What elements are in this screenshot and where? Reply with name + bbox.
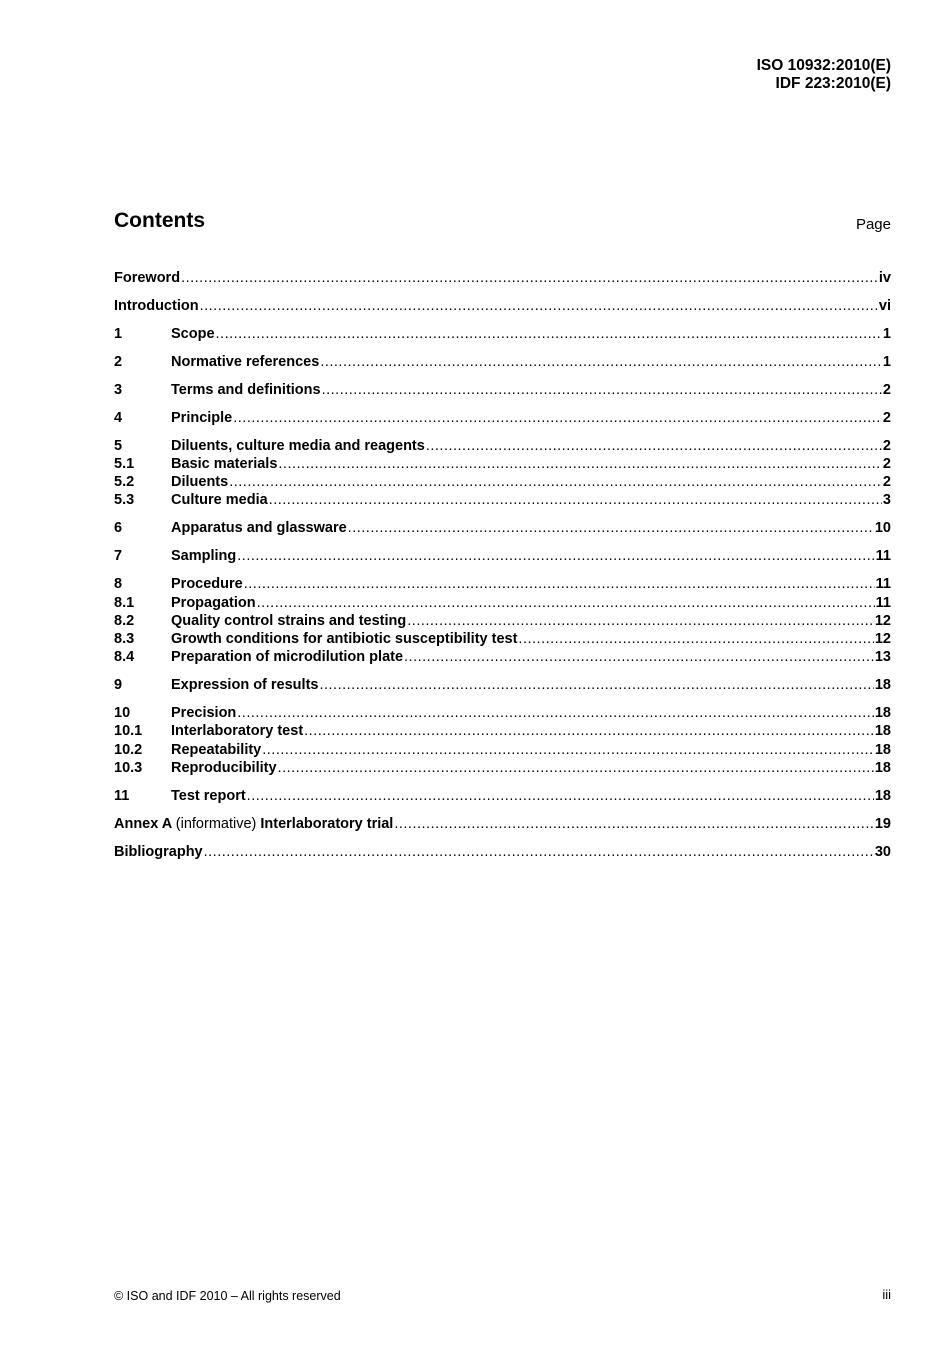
toc-entry-number: 7 bbox=[114, 548, 123, 565]
toc-entry-title: Terms and definitions bbox=[171, 381, 321, 398]
toc-entry-title: Test report bbox=[171, 787, 246, 804]
toc-entry-number: 3 bbox=[114, 381, 123, 398]
toc-entry-title: Bibliography bbox=[114, 843, 203, 860]
toc-dot-leader bbox=[269, 491, 882, 509]
toc-dot-leader bbox=[348, 519, 874, 537]
toc-entry[interactable] bbox=[114, 741, 891, 759]
toc-dot-leader bbox=[229, 473, 882, 491]
toc-entry-number: 5.3 bbox=[114, 492, 135, 509]
toc-dot-leader bbox=[322, 381, 882, 399]
toc-entry-number: 10.3 bbox=[114, 759, 143, 776]
toc-dot-leader bbox=[237, 704, 874, 722]
document-identifier bbox=[757, 57, 891, 93]
toc-entry[interactable] bbox=[114, 547, 891, 565]
toc-dot-leader bbox=[204, 843, 874, 861]
toc-entry-title: Scope bbox=[171, 325, 215, 342]
toc-entry-page: 12 bbox=[874, 630, 891, 647]
toc-entry-page: 1 bbox=[882, 325, 891, 342]
toc-entry-title: Diluents, culture media and reagents bbox=[171, 437, 425, 454]
page-column-label: Page bbox=[855, 216, 891, 233]
toc-entry[interactable] bbox=[114, 594, 891, 612]
toc-entry[interactable] bbox=[114, 648, 891, 666]
toc-dot-leader bbox=[319, 676, 873, 694]
toc-entry-page: 10 bbox=[874, 520, 891, 537]
toc-dot-leader bbox=[518, 630, 873, 648]
toc-entry[interactable] bbox=[114, 843, 891, 861]
toc-entry-title: Basic materials bbox=[171, 456, 278, 473]
toc-entry-number: 10.2 bbox=[114, 741, 143, 758]
toc-entry-title: Repeatability bbox=[171, 741, 262, 758]
toc-entry-page: 3 bbox=[882, 492, 891, 509]
toc-entry[interactable] bbox=[114, 704, 891, 722]
toc-entry-title: Diluents bbox=[171, 474, 229, 491]
toc-entry-page: 1 bbox=[882, 353, 891, 370]
toc-entry-number: 5.1 bbox=[114, 456, 135, 473]
toc-dot-leader bbox=[304, 722, 874, 740]
toc-entry-page: vi bbox=[878, 297, 891, 314]
toc-entry-number: 8.1 bbox=[114, 594, 135, 611]
page-title: Contents bbox=[114, 209, 205, 232]
annex-label: Annex A bbox=[114, 815, 172, 832]
toc-entry[interactable] bbox=[114, 630, 891, 648]
toc-entry-page: 18 bbox=[874, 723, 891, 740]
toc-entry-page: 11 bbox=[875, 594, 891, 611]
toc-entry-page: 12 bbox=[874, 612, 891, 629]
toc-entry-title: Quality control strains and testing bbox=[171, 612, 407, 629]
toc-entry-number: 8.2 bbox=[114, 612, 135, 629]
toc-entry[interactable] bbox=[114, 575, 891, 593]
toc-entry-number: 1 bbox=[114, 325, 123, 342]
toc-entry[interactable] bbox=[114, 722, 891, 740]
toc-dot-leader bbox=[233, 409, 882, 427]
toc-entry-page: 13 bbox=[874, 649, 891, 666]
toc-entry-page: 2 bbox=[882, 381, 891, 398]
toc-dot-leader bbox=[181, 269, 878, 287]
toc-dot-leader bbox=[278, 455, 882, 473]
toc-dot-leader bbox=[257, 594, 875, 612]
toc-dot-leader bbox=[200, 297, 878, 315]
toc-dot-leader bbox=[247, 787, 874, 805]
toc-entry[interactable] bbox=[114, 381, 891, 399]
toc-dot-leader bbox=[404, 648, 874, 666]
toc-entry[interactable] bbox=[114, 676, 891, 694]
toc-entry[interactable] bbox=[114, 759, 891, 777]
toc-entry-page: 18 bbox=[874, 759, 891, 776]
toc-dot-leader bbox=[278, 759, 874, 777]
toc-entry-number: 5 bbox=[114, 437, 123, 454]
toc-entry-number: 10.1 bbox=[114, 723, 143, 740]
toc-entry[interactable] bbox=[114, 297, 891, 315]
toc-entry-number: 5.2 bbox=[114, 474, 135, 491]
toc-entry[interactable] bbox=[114, 353, 891, 371]
toc-entry-title: Propagation bbox=[171, 594, 256, 611]
toc-entry-title: Principle bbox=[171, 409, 233, 426]
toc-dot-leader bbox=[216, 325, 882, 343]
toc-entry[interactable] bbox=[114, 455, 891, 473]
toc-entry-number: 10 bbox=[114, 705, 131, 722]
table-of-contents bbox=[114, 269, 891, 861]
toc-entry-page: 2 bbox=[882, 474, 891, 491]
toc-entry-title: Introduction bbox=[114, 297, 199, 314]
toc-dot-leader bbox=[407, 612, 874, 630]
toc-entry[interactable] bbox=[114, 409, 891, 427]
toc-entry-page: iv bbox=[878, 270, 891, 286]
toc-dot-leader bbox=[244, 575, 875, 593]
toc-entry-page: 2 bbox=[882, 437, 891, 454]
toc-entry-page: 19 bbox=[874, 815, 891, 832]
toc-entry-number: 8 bbox=[114, 576, 123, 593]
toc-entry-number: 2 bbox=[114, 353, 123, 370]
toc-entry-page: 11 bbox=[875, 576, 891, 593]
toc-entry-title: Preparation of microdilution plate bbox=[171, 649, 404, 666]
toc-dot-leader bbox=[262, 741, 874, 759]
toc-entry-title: Expression of results bbox=[171, 677, 319, 694]
toc-entry-page: 30 bbox=[874, 843, 891, 860]
toc-entry[interactable] bbox=[114, 815, 891, 833]
copyright-notice: © ISO and IDF 2010 – All rights reserved bbox=[114, 1289, 341, 1303]
toc-entry-title: Normative references bbox=[171, 353, 320, 370]
toc-dot-leader bbox=[394, 815, 874, 833]
toc-entry-title: Apparatus and glassware bbox=[171, 520, 347, 537]
toc-entry-number: 4 bbox=[114, 409, 123, 426]
toc-entry[interactable] bbox=[114, 437, 891, 455]
toc-dot-leader bbox=[237, 547, 874, 565]
toc-entry-number: 8.3 bbox=[114, 630, 135, 647]
toc-entry-title: Culture media bbox=[171, 492, 268, 509]
iso-designation: ISO 10932:2010(E) bbox=[756, 57, 891, 74]
toc-entry[interactable] bbox=[114, 269, 891, 287]
toc-entry-page: 18 bbox=[874, 677, 891, 694]
toc-entry[interactable] bbox=[114, 473, 891, 491]
toc-entry-number: 8.4 bbox=[114, 649, 135, 666]
toc-entry-title: Interlaboratory test bbox=[171, 723, 304, 740]
toc-entry-title: Precision bbox=[171, 705, 237, 722]
toc-entry-page: 18 bbox=[874, 787, 891, 804]
toc-entry[interactable] bbox=[114, 519, 891, 537]
toc-entry-number: 9 bbox=[114, 677, 123, 694]
annex-type: (informative) bbox=[175, 815, 257, 832]
toc-dot-leader bbox=[320, 353, 882, 371]
toc-entry[interactable] bbox=[114, 787, 891, 805]
toc-entry-title: Reproducibility bbox=[171, 759, 277, 776]
toc-entry-title: Procedure bbox=[171, 576, 243, 593]
toc-dot-leader bbox=[426, 437, 882, 455]
toc-entry-page: 2 bbox=[882, 409, 891, 426]
toc-entry-page: 11 bbox=[875, 548, 891, 565]
toc-entry-page: 18 bbox=[874, 705, 891, 722]
toc-entry-page: 2 bbox=[882, 456, 891, 473]
page-number: iii bbox=[882, 1287, 891, 1302]
toc-entry-number: 11 bbox=[114, 787, 130, 804]
toc-entry-title: Sampling bbox=[171, 548, 237, 565]
toc-entry-title: Growth conditions for antibiotic susceptibility test bbox=[171, 630, 518, 647]
annex-title: Interlaboratory trial bbox=[260, 815, 394, 832]
idf-designation: IDF 223:2010(E) bbox=[775, 75, 891, 92]
toc-entry[interactable] bbox=[114, 612, 891, 630]
toc-entry-page: 18 bbox=[874, 741, 891, 758]
toc-entry-number: 6 bbox=[114, 520, 123, 537]
toc-entry[interactable] bbox=[114, 325, 891, 343]
toc-entry-title: Foreword bbox=[114, 270, 181, 286]
toc-entry-title bbox=[114, 815, 393, 833]
toc-entry[interactable] bbox=[114, 491, 891, 509]
